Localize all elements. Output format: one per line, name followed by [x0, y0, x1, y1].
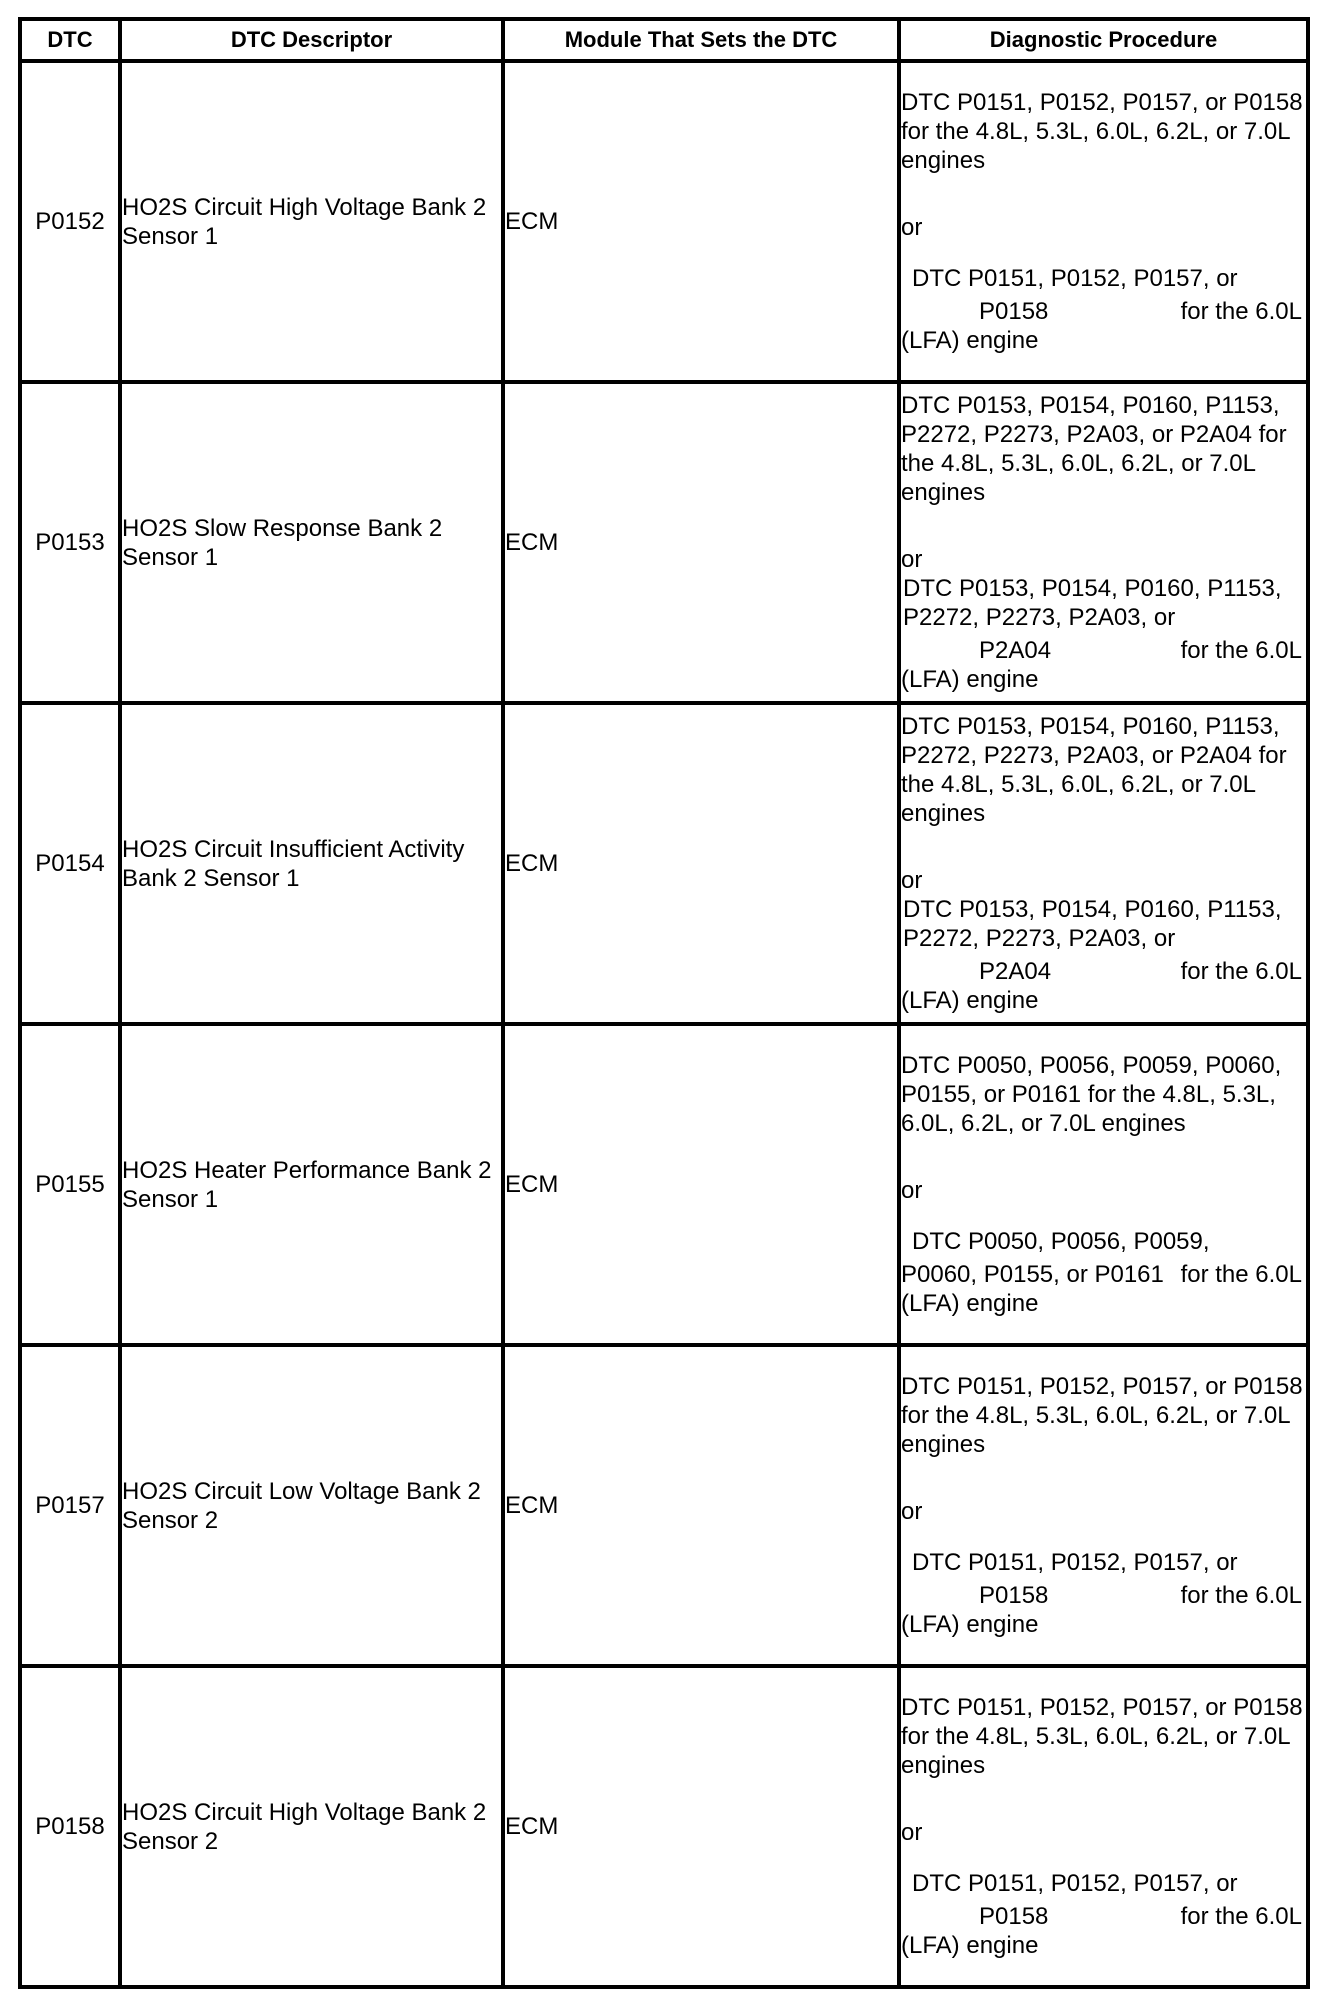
procedure-alt-engine: (LFA) engine [901, 666, 1039, 693]
procedure-alt-suffix: for the 6.0L [1180, 1582, 1302, 1609]
dtc-module: ECM [503, 1024, 899, 1345]
dtc-descriptor: HO2S Heater Performance Bank 2 Sensor 1 [120, 1024, 503, 1345]
dtc-module: ECM [503, 1666, 899, 1987]
dtc-code: P0154 [20, 703, 120, 1024]
procedure-or: or [901, 1819, 923, 1846]
procedure-alt-engine: (LFA) engine [901, 1290, 1039, 1317]
dtc-descriptor: HO2S Circuit High Voltage Bank 2 Sensor 1 [120, 61, 503, 382]
table-row [20, 61, 1308, 382]
diagnostic-procedure [899, 61, 1308, 382]
header-module: Module That Sets the DTC [503, 19, 899, 61]
dtc-table [18, 17, 1310, 1989]
dtc-module: ECM [503, 61, 899, 382]
procedure-primary: DTC P0151, P0152, P0157, or P0158 for the 4.8L, 5.3L, 6.0L, 6.2L, or 7.0L engines [901, 89, 1303, 174]
procedure-primary: DTC P0151, P0152, P0157, or P0158 for the 4.8L, 5.3L, 6.0L, 6.2L, or 7.0L engines [901, 1373, 1303, 1458]
procedure-alt-line: DTC P0151, P0152, P0157, or [912, 1870, 1238, 1897]
table-row [20, 1666, 1308, 1987]
procedure-alt-suffix: for the 6.0L [1180, 298, 1302, 325]
procedure-alt-code-line [901, 1902, 1306, 1931]
procedure-alt-engine: (LFA) engine [901, 327, 1039, 354]
procedure-or: or [901, 1177, 923, 1204]
procedure-alt-code: P0158 [979, 298, 1049, 325]
dtc-descriptor: HO2S Circuit Insufficient Activity Bank 2 Sensor 1 [120, 703, 503, 1024]
procedure-alt-code: P0158 [979, 1582, 1049, 1609]
procedure-alt-engine: (LFA) engine [901, 1932, 1039, 1959]
table-row [20, 1024, 1308, 1345]
procedure-alt-code: P2A04 [979, 958, 1052, 985]
procedure-alt-code: P0158 [979, 1903, 1049, 1930]
procedure-alt-code: P2A04 [979, 637, 1052, 664]
procedure-alt-line: DTC P0050, P0056, P0059, [912, 1228, 1210, 1255]
table-row [20, 703, 1308, 1024]
procedure-alt-code-line [901, 636, 1306, 665]
dtc-code: P0152 [20, 61, 120, 382]
header-descriptor: DTC Descriptor [120, 19, 503, 61]
header-procedure: Diagnostic Procedure [899, 19, 1308, 61]
procedure-or: or [901, 214, 923, 241]
procedure-alt-engine: (LFA) engine [901, 987, 1039, 1014]
diagnostic-procedure [899, 1024, 1308, 1345]
procedure-primary: DTC P0153, P0154, P0160, P1153, P2272, P2273, P2A03, or P2A04 for the 4.8L, 5.3L, 6.0L, 6.2L, or 7.0L engines [901, 713, 1287, 827]
procedure-alt-code-line [901, 297, 1306, 326]
dtc-code: P0155 [20, 1024, 120, 1345]
dtc-table-page [18, 17, 1306, 1989]
procedure-alt-line: DTC P0153, P0154, P0160, P1153, P2272, P2273, P2A03, or [903, 896, 1282, 952]
procedure-primary: DTC P0153, P0154, P0160, P1153, P2272, P2273, P2A03, or P2A04 for the 4.8L, 5.3L, 6.0L, 6.2L, or 7.0L engines [901, 392, 1287, 506]
table-row [20, 382, 1308, 703]
procedure-alt-suffix: for the 6.0L [1180, 1903, 1302, 1930]
dtc-code: P0153 [20, 382, 120, 703]
procedure-alt-line: DTC P0151, P0152, P0157, or [912, 265, 1238, 292]
header-dtc: DTC [20, 19, 120, 61]
procedure-alt-suffix: for the 6.0L [1180, 958, 1302, 985]
procedure-alt-line: DTC P0153, P0154, P0160, P1153, P2272, P2273, P2A03, or [903, 575, 1282, 631]
procedure-alt-code-line [901, 1260, 1306, 1289]
procedure-alt-line: DTC P0151, P0152, P0157, or [912, 1549, 1238, 1576]
procedure-or: or [901, 867, 923, 894]
table-row [20, 1345, 1308, 1666]
dtc-descriptor: HO2S Circuit High Voltage Bank 2 Sensor 2 [120, 1666, 503, 1987]
procedure-alt-engine: (LFA) engine [901, 1611, 1039, 1638]
dtc-module: ECM [503, 382, 899, 703]
dtc-descriptor: HO2S Circuit Low Voltage Bank 2 Sensor 2 [120, 1345, 503, 1666]
diagnostic-procedure [899, 703, 1308, 1024]
diagnostic-procedure [899, 1345, 1308, 1666]
procedure-or: or [901, 1498, 923, 1525]
table-header-row [20, 19, 1308, 61]
procedure-alt-suffix: for the 6.0L [1180, 637, 1302, 664]
dtc-code: P0157 [20, 1345, 120, 1666]
procedure-alt-code: P0060, P0155, or P0161 [901, 1261, 1164, 1288]
dtc-descriptor: HO2S Slow Response Bank 2 Sensor 1 [120, 382, 503, 703]
dtc-module: ECM [503, 703, 899, 1024]
procedure-primary: DTC P0050, P0056, P0059, P0060, P0155, or P0161 for the 4.8L, 5.3L, 6.0L, 6.2L, or 7.0L engines [901, 1052, 1282, 1137]
procedure-or: or [901, 546, 923, 573]
procedure-alt-code-line [901, 957, 1306, 986]
diagnostic-procedure [899, 1666, 1308, 1987]
dtc-module: ECM [503, 1345, 899, 1666]
diagnostic-procedure [899, 382, 1308, 703]
procedure-alt-code-line [901, 1581, 1306, 1610]
procedure-alt-suffix: for the 6.0L [1180, 1261, 1302, 1288]
procedure-primary: DTC P0151, P0152, P0157, or P0158 for the 4.8L, 5.3L, 6.0L, 6.2L, or 7.0L engines [901, 1694, 1303, 1779]
dtc-code: P0158 [20, 1666, 120, 1987]
